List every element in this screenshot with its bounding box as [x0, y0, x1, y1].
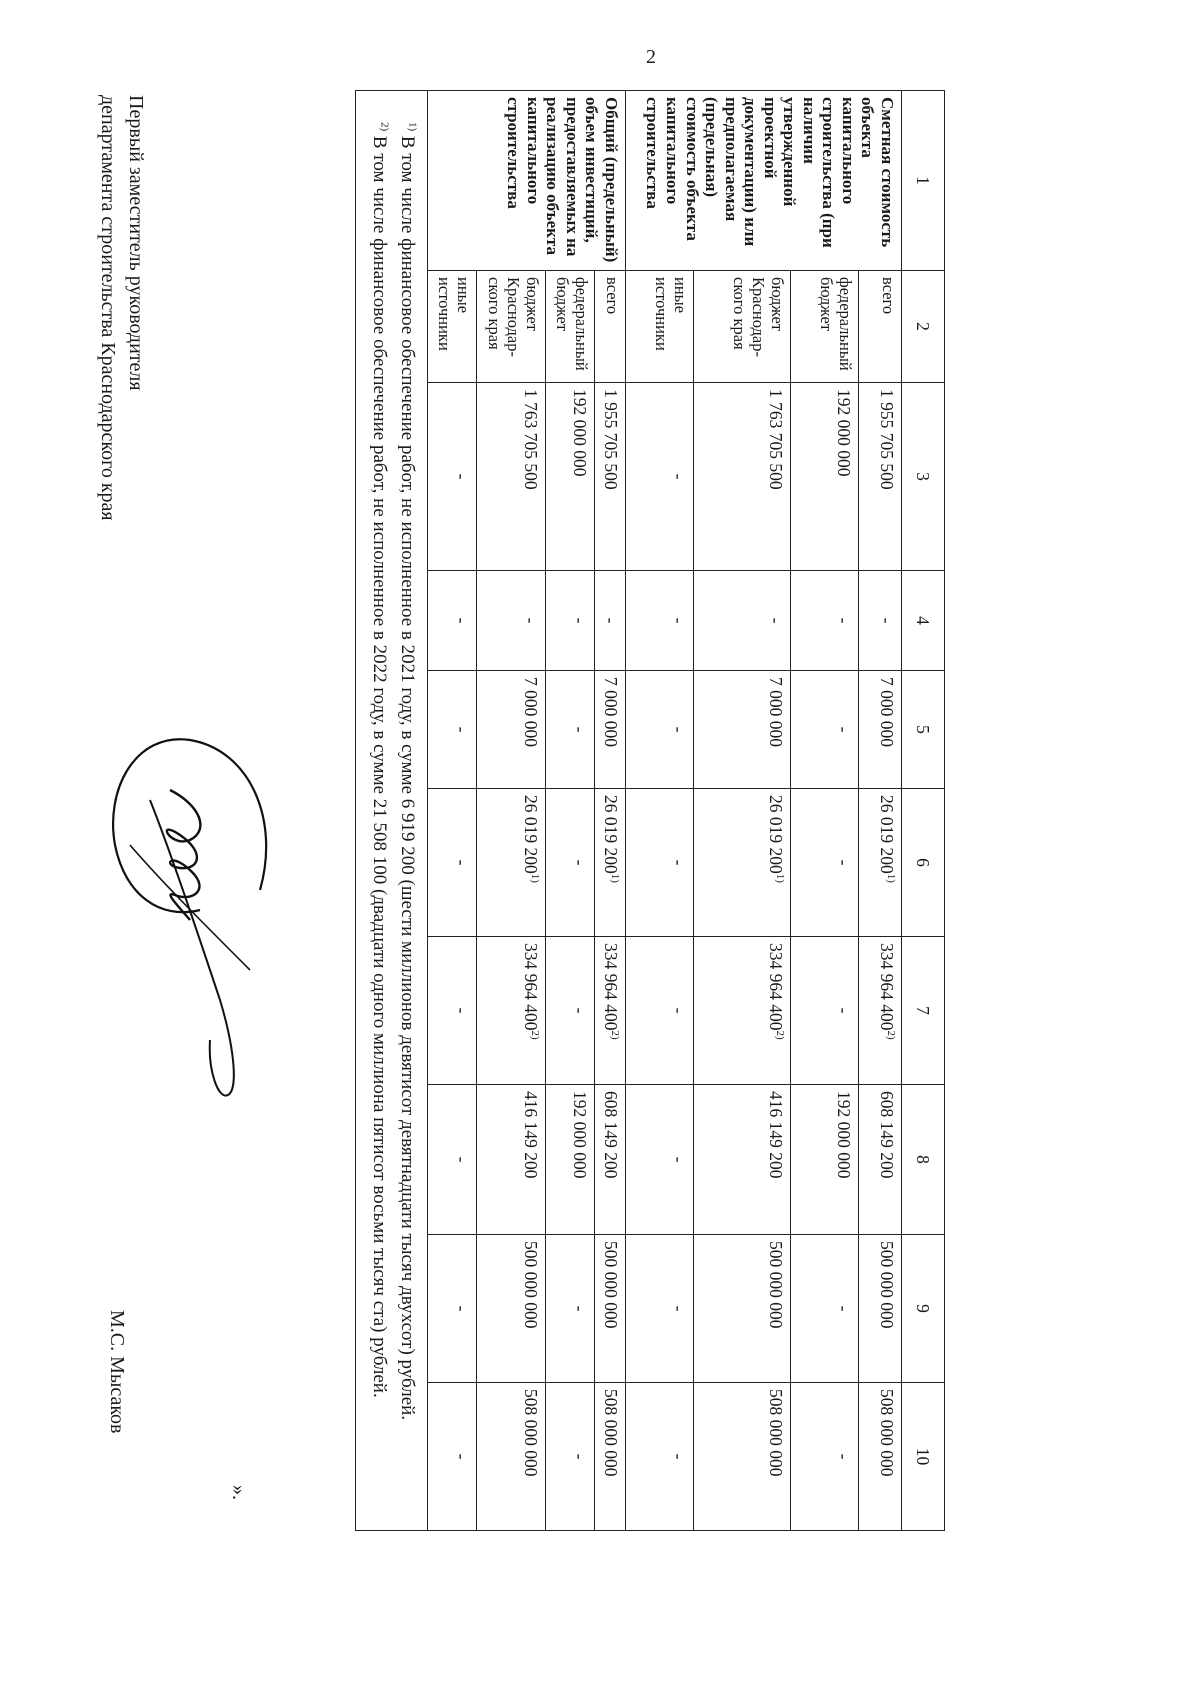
- budget-table: [355, 90, 945, 1531]
- signer-name: М.С. Мысаков: [106, 1310, 128, 1434]
- column-header: 8: [902, 1085, 945, 1235]
- table-cell: -: [545, 789, 594, 937]
- table-cell: -: [427, 789, 476, 937]
- table-cell: -: [427, 571, 476, 671]
- table-cell: 7 000 000: [595, 671, 626, 789]
- table-row: [694, 91, 790, 1531]
- table-cell: -: [625, 383, 694, 571]
- table-cell: 1 955 705 500: [859, 383, 902, 571]
- table-row: [595, 91, 626, 1531]
- table-cell: -: [545, 1235, 594, 1383]
- closing-quote: ».: [228, 1485, 250, 1500]
- table-cell: 1 763 705 500: [476, 383, 545, 571]
- table-cell: 416 149 200: [476, 1085, 545, 1235]
- footnote-mark: 2): [773, 1030, 786, 1040]
- table-cell: 7 000 000: [476, 671, 545, 789]
- table-cell: 7 000 000: [694, 671, 790, 789]
- signer-title-line-2: департамента строительства Краснодарского края: [97, 95, 119, 521]
- cell-value: 26 019 200: [520, 795, 541, 874]
- table-cell: 608 149 200: [595, 1085, 626, 1235]
- table-row: [545, 91, 594, 1531]
- table-cell: -: [545, 1383, 594, 1531]
- cell-value: 334 964 400: [765, 943, 786, 1031]
- table-cell: -: [694, 571, 790, 671]
- column-header: 6: [902, 789, 945, 937]
- footnote-2-text: В том числе финансовое обеспечение работ, не исполненное в 2022 году, в сумме 21 508 100 (двадцати одного миллиона пятисот восьми тысяч ста) рублей.: [369, 135, 390, 1398]
- table-cell: 1 763 705 500: [694, 383, 790, 571]
- table-cell: [859, 789, 902, 937]
- table-row: [476, 91, 545, 1531]
- footnote-mark: 1): [528, 873, 541, 883]
- column-header: 4: [902, 571, 945, 671]
- table-cell: -: [790, 789, 859, 937]
- table-cell: -: [427, 1383, 476, 1531]
- table-cell: 508 000 000: [859, 1383, 902, 1531]
- table-cell: 1 955 705 500: [595, 383, 626, 571]
- table-cell: -: [625, 789, 694, 937]
- footnotes: [356, 91, 428, 1531]
- footnote-mark: 2): [884, 1030, 897, 1040]
- table-cell: -: [427, 383, 476, 571]
- footnote-1-mark: 1): [405, 122, 418, 132]
- cell-value: 26 019 200: [600, 795, 621, 874]
- table-row: [427, 91, 476, 1531]
- table-cell: -: [427, 1085, 476, 1235]
- table-cell: -: [859, 571, 902, 671]
- table-cell: -: [790, 671, 859, 789]
- column-header: 10: [902, 1383, 945, 1531]
- table-cell: [694, 937, 790, 1085]
- table-cell: 508 000 000: [595, 1383, 626, 1531]
- table-row: [625, 91, 694, 1531]
- table-cell: -: [545, 571, 594, 671]
- footnote-mark: 2): [608, 1030, 621, 1040]
- table-cell: -: [790, 937, 859, 1085]
- row-group-label: Общий (предельный) объем инвестиций, предоставляемых на реализацию объекта капитального строительства: [427, 91, 625, 271]
- table-row: [790, 91, 859, 1531]
- funding-source: бюджет Краснодар-ского края: [476, 271, 545, 383]
- table-cell: 192 000 000: [545, 383, 594, 571]
- table-cell: 608 149 200: [859, 1085, 902, 1235]
- table-cell: -: [476, 571, 545, 671]
- cell-value: 26 019 200: [877, 795, 897, 874]
- funding-source: федеральный бюджет: [545, 271, 594, 383]
- footnote-mark: 1): [608, 873, 621, 883]
- table-cell: -: [545, 937, 594, 1085]
- cell-value: 26 019 200: [765, 795, 786, 874]
- table-cell: -: [427, 1235, 476, 1383]
- table-header-row: [902, 91, 945, 1531]
- funding-source: всего: [595, 271, 626, 383]
- funding-source: иные источники: [427, 271, 476, 383]
- table-cell: 508 000 000: [694, 1383, 790, 1531]
- table-cell: 416 149 200: [694, 1085, 790, 1235]
- table-cell: -: [545, 671, 594, 789]
- table-cell: [476, 789, 545, 937]
- table-cell: -: [625, 671, 694, 789]
- table-cell: 500 000 000: [476, 1235, 545, 1383]
- signer-title: [94, 95, 150, 521]
- column-header: 3: [902, 383, 945, 571]
- footnote-mark: 2): [528, 1030, 541, 1040]
- table-cell: -: [595, 571, 626, 671]
- table-cell: [694, 789, 790, 937]
- table-cell: 192 000 000: [790, 1085, 859, 1235]
- table-cell: -: [625, 937, 694, 1085]
- footnote-2: [365, 103, 393, 1518]
- footnote-2-mark: 2): [378, 122, 391, 132]
- footnote-mark: 1): [773, 873, 786, 883]
- table-cell: -: [790, 1235, 859, 1383]
- column-header: 9: [902, 1235, 945, 1383]
- column-header: 2: [902, 271, 945, 383]
- cell-value: 334 964 400: [520, 943, 541, 1031]
- footnotes-row: [356, 91, 428, 1531]
- table-cell: -: [625, 1085, 694, 1235]
- page-number: 2: [646, 46, 656, 68]
- table-cell: -: [427, 671, 476, 789]
- table-cell: 500 000 000: [694, 1235, 790, 1383]
- table-cell: -: [625, 571, 694, 671]
- table-cell: -: [625, 1383, 694, 1531]
- table-cell: -: [427, 937, 476, 1085]
- row-group-label: Сметная стоимость объекта капитального строительства (при наличии утвержденной проектной документации) или предполагаемая (предельная) стоимость объекта капитального строительства: [625, 91, 901, 271]
- table-cell: [595, 937, 626, 1085]
- table-cell: 7 000 000: [859, 671, 902, 789]
- table-cell: [595, 789, 626, 937]
- cell-value: 334 964 400: [877, 943, 897, 1031]
- table-cell: [476, 937, 545, 1085]
- handwritten-signature: [80, 640, 320, 1120]
- funding-source: бюджет Краснодар-ского края: [694, 271, 790, 383]
- column-header: 7: [902, 937, 945, 1085]
- signer-title-line-1: Первый заместитель руководителя: [125, 95, 147, 391]
- column-header: 5: [902, 671, 945, 789]
- funding-source: иные источники: [625, 271, 694, 383]
- footnote-1: [393, 103, 421, 1518]
- table-cell: -: [790, 571, 859, 671]
- table-cell: 192 000 000: [545, 1085, 594, 1235]
- table-cell: -: [625, 1235, 694, 1383]
- funding-source: федеральный бюджет: [790, 271, 859, 383]
- cell-value: 334 964 400: [600, 943, 621, 1031]
- table-cell: -: [790, 1383, 859, 1531]
- table-cell: [859, 937, 902, 1085]
- table-cell: 192 000 000: [790, 383, 859, 571]
- table-row: [859, 91, 902, 1531]
- funding-source: всего: [859, 271, 902, 383]
- footnote-1-text: В том числе финансовое обеспечение работ, не исполненное в 2021 году, в сумме 6 919 200 (шести миллионов девятисот девятнадцати тысяч двухсот) рублей.: [396, 135, 418, 1421]
- table-cell: 508 000 000: [476, 1383, 545, 1531]
- table-cell: 500 000 000: [859, 1235, 902, 1383]
- footnote-mark: 1): [884, 873, 897, 883]
- table-cell: 500 000 000: [595, 1235, 626, 1383]
- column-header: 1: [902, 91, 945, 271]
